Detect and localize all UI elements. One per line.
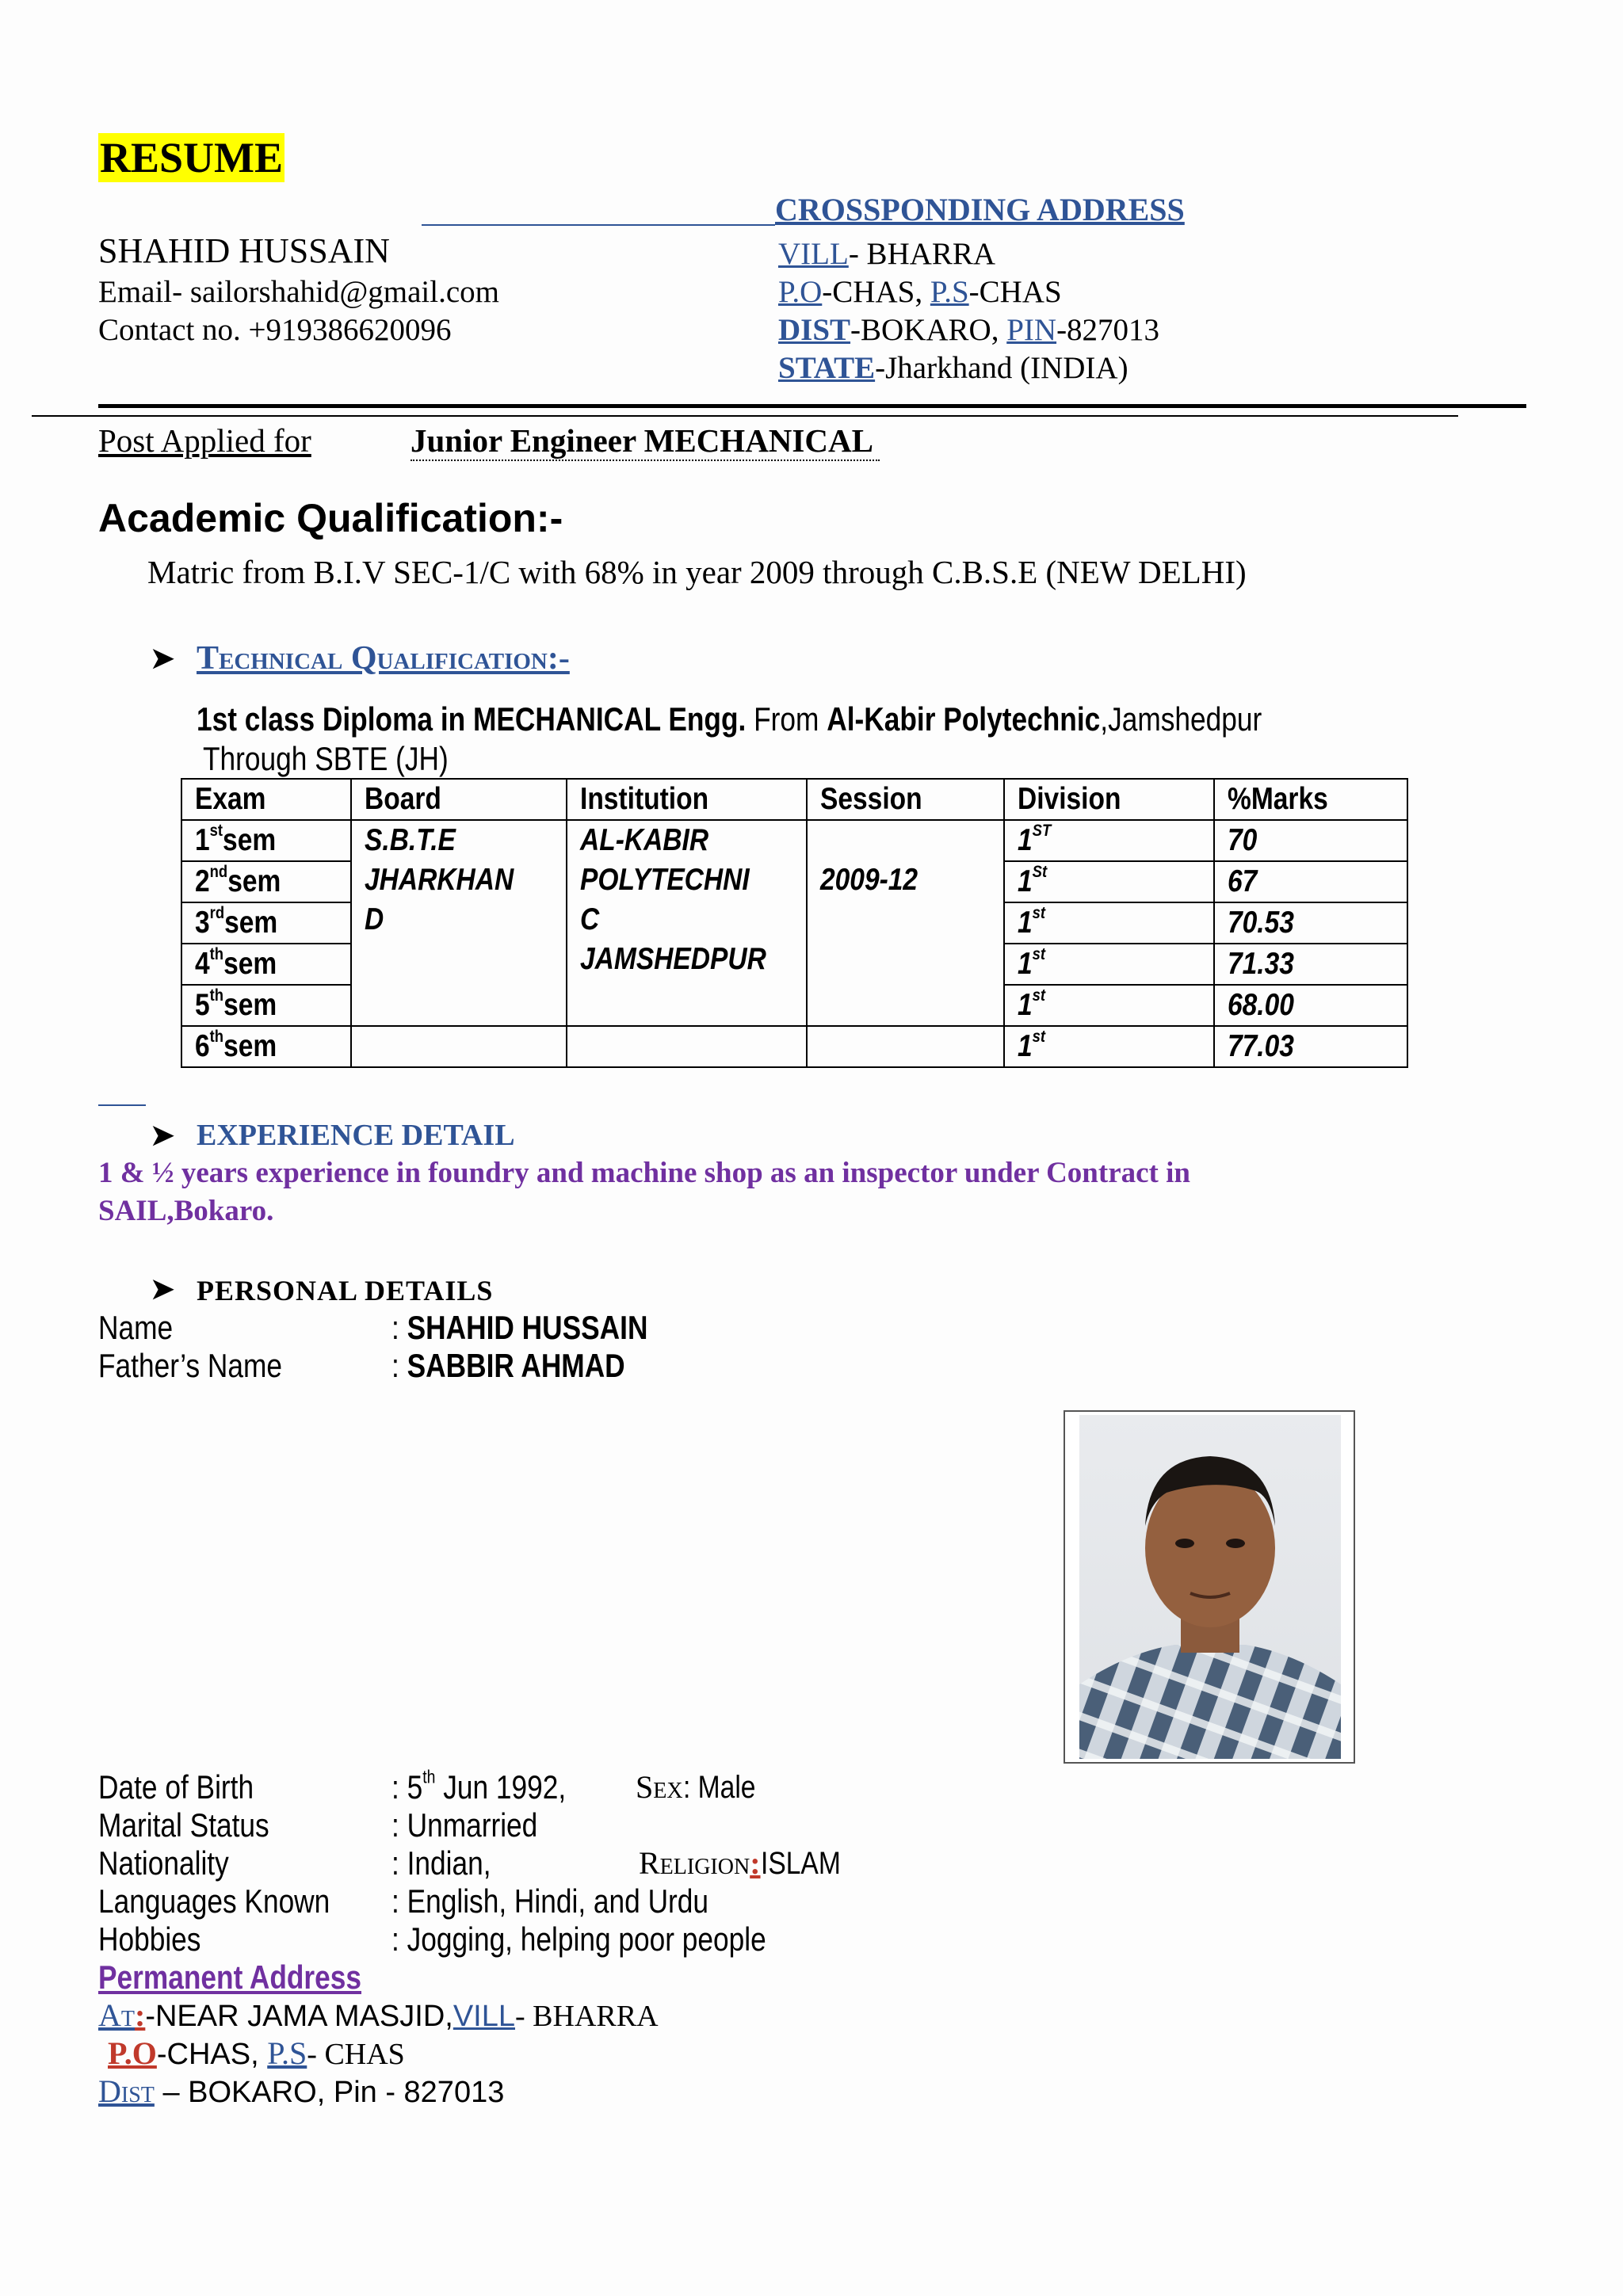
dist-label: DIST <box>778 313 851 347</box>
permanent-po-row <box>108 2035 405 2073</box>
name-value-row <box>391 1309 647 1347</box>
diploma-institute: Al-Kabir Polytechnic <box>827 700 1101 738</box>
division-cell: 1st <box>1004 902 1214 944</box>
address-heading-rule <box>422 224 775 226</box>
post-applied-label: Post Applied for <box>98 422 311 459</box>
col-marks: %Marks <box>1214 779 1407 820</box>
col-exam: Exam <box>181 779 351 820</box>
institution-cell-empty <box>567 1026 807 1067</box>
dob-label: Date of Birth <box>98 1768 254 1806</box>
father-label: Father’s Name <box>98 1347 283 1384</box>
state-label: STATE <box>778 351 876 385</box>
permanent-dist-row <box>98 2073 504 2111</box>
marks-cell: 68.00 <box>1214 985 1407 1026</box>
perm-vill-label: VILL <box>453 2000 515 2033</box>
header-divider <box>98 404 1526 408</box>
personal-bullet-icon: ➤ <box>151 1273 175 1305</box>
sex-label: Sex <box>636 1769 683 1805</box>
father-value-row <box>391 1347 625 1385</box>
experience-heading: EXPERIENCE DETAIL <box>197 1119 515 1152</box>
experience-line-1: 1 & ½ years experience in foundry and machine shop as an inspector under Contract in <box>98 1157 1190 1189</box>
exam-cell: 6thsem <box>181 1026 351 1067</box>
profile-photo <box>1064 1410 1355 1764</box>
table-header-row <box>181 779 1407 820</box>
email-text: Email- sailorshahid@gmail.com <box>98 275 499 309</box>
vill-value: - BHARRA <box>848 237 996 271</box>
contact-text: Contact no. +919386620096 <box>98 313 452 347</box>
dist-value: -BOKARO, <box>850 313 1007 347</box>
perm-po-value: -CHAS, <box>156 2038 268 2071</box>
address-state <box>778 350 1128 387</box>
dob-value-row <box>391 1768 566 1806</box>
session-cell-empty <box>807 1026 1004 1067</box>
permanent-at-row <box>98 1997 659 2035</box>
exam-cell: 3rdsem <box>181 902 351 944</box>
division-cell: 1st <box>1004 985 1214 1026</box>
diploma-line <box>197 700 1262 738</box>
division-cell: 1St <box>1004 861 1214 902</box>
address-dist-pin <box>778 312 1159 349</box>
division-cell: 1ST <box>1004 820 1214 861</box>
name-label: Name <box>98 1309 174 1346</box>
applicant-name: SHAHID HUSSAIN <box>98 231 390 270</box>
father-value: SABBIR AHMAD <box>407 1347 625 1384</box>
marks-cell: 70.53 <box>1214 902 1407 944</box>
at-value: -NEAR JAMA MASJID, <box>145 2000 453 2033</box>
marks-cell: 67 <box>1214 861 1407 902</box>
colon: : <box>391 1347 407 1384</box>
technical-bullet-icon: ➤ <box>151 643 175 674</box>
nationality-label: Nationality <box>98 1844 229 1882</box>
technical-heading: Technical Qualification:- <box>197 640 570 677</box>
marks-cell: 77.03 <box>1214 1026 1407 1067</box>
col-board: Board <box>351 779 567 820</box>
ps-label: P.S <box>930 275 969 309</box>
exam-cell: 2ndsem <box>181 861 351 902</box>
table-row <box>181 820 1407 861</box>
exam-cell: 4thsem <box>181 944 351 985</box>
religion-colon: : <box>750 1845 761 1881</box>
col-institution: Institution <box>567 779 807 820</box>
photo-image <box>1079 1415 1341 1759</box>
sex-row <box>636 1768 769 1806</box>
perm-dist-label: Dist <box>98 2073 155 2109</box>
pin-label: PIN <box>1006 313 1057 347</box>
header-divider-thin <box>32 415 1458 417</box>
nationality-value: : Indian, <box>391 1844 491 1882</box>
board-cell-empty <box>351 1026 567 1067</box>
name-value: SHAHID HUSSAIN <box>407 1309 648 1346</box>
perm-vill-value: - BHARRA <box>515 2000 659 2033</box>
languages-value: : English, Hindi, and Urdu <box>391 1882 709 1920</box>
diploma-from: From <box>746 700 827 738</box>
ps-value: -CHAS <box>968 275 1062 309</box>
address-heading: CROSSPONDING ADDRESS <box>775 192 1185 227</box>
religion-value: ISLAM <box>760 1846 841 1881</box>
permanent-address-heading: Permanent Address <box>98 1958 362 1996</box>
academic-heading: Academic Qualification:- <box>98 496 563 540</box>
state-value: -Jharkhand (INDIA) <box>875 351 1128 385</box>
dob-day: 5 <box>407 1768 423 1806</box>
col-division: Division <box>1004 779 1214 820</box>
diploma-city: ,Jamshedpur <box>1100 700 1262 738</box>
marital-label: Marital Status <box>98 1806 269 1844</box>
marital-value: : Unmarried <box>391 1806 538 1844</box>
vill-label: VILL <box>778 237 849 271</box>
hobbies-label: Hobbies <box>98 1920 201 1958</box>
institution-cell: AL-KABIR POLYTECHNI C JAMSHEDPUR <box>567 820 807 1026</box>
division-cell: 1st <box>1004 944 1214 985</box>
person-silhouette-icon <box>1079 1415 1341 1759</box>
religion-row <box>639 1844 856 1882</box>
marks-cell: 71.33 <box>1214 944 1407 985</box>
perm-ps-label: P.S <box>267 2035 307 2071</box>
experience-bullet-icon: ➤ <box>151 1119 175 1151</box>
pin-value: -827013 <box>1056 313 1160 347</box>
languages-label: Languages Known <box>98 1882 330 1920</box>
dob-suffix: th <box>422 1766 436 1787</box>
experience-line-2: SAIL,Bokaro. <box>98 1195 274 1227</box>
col-session: Session <box>807 779 1004 820</box>
personal-heading: PERSONAL DETAILS <box>197 1275 494 1306</box>
colon: : <box>391 1768 407 1806</box>
religion-label: Religion <box>639 1845 750 1881</box>
at-label: At <box>98 1997 135 2033</box>
at-colon: : <box>135 1997 146 2033</box>
dob-rest: Jun 1992, <box>435 1768 567 1806</box>
marks-cell: 70 <box>1214 820 1407 861</box>
semester-marks-table <box>181 778 1408 1068</box>
perm-po-label: P.O <box>108 2035 157 2071</box>
post-applied-value: Junior Engineer MECHANICAL <box>411 421 880 461</box>
po-label: P.O <box>778 275 823 309</box>
board-cell: S.B.T.E JHARKHAN D <box>351 820 567 1026</box>
matric-text: Matric from B.I.V SEC-1/C with 68% in year 2009 through C.B.S.E (NEW DELHI) <box>147 554 1247 590</box>
colon: : <box>391 1309 407 1346</box>
hobbies-value: : Jogging, helping poor people <box>391 1920 766 1958</box>
exam-cell: 5thsem <box>181 985 351 1026</box>
exam-cell: 1stsem <box>181 820 351 861</box>
division-cell: 1st <box>1004 1026 1214 1067</box>
table-row <box>181 1026 1407 1067</box>
po-value: -CHAS, <box>822 275 930 309</box>
address-po-ps <box>778 274 1062 311</box>
diploma-title: 1st class Diploma in MECHANICAL Engg. <box>197 700 747 738</box>
address-vill <box>778 236 995 273</box>
perm-dist-value: – BOKARO, Pin - 827013 <box>154 2076 505 2109</box>
diploma-board-line: Through SBTE (JH) <box>203 740 449 777</box>
session-cell: 2009-12 <box>807 820 1004 1026</box>
resume-title: RESUME <box>100 134 284 181</box>
perm-ps-value: - CHAS <box>307 2038 405 2071</box>
sex-value: : Male <box>682 1770 756 1805</box>
experience-accent-rule <box>98 1104 146 1106</box>
